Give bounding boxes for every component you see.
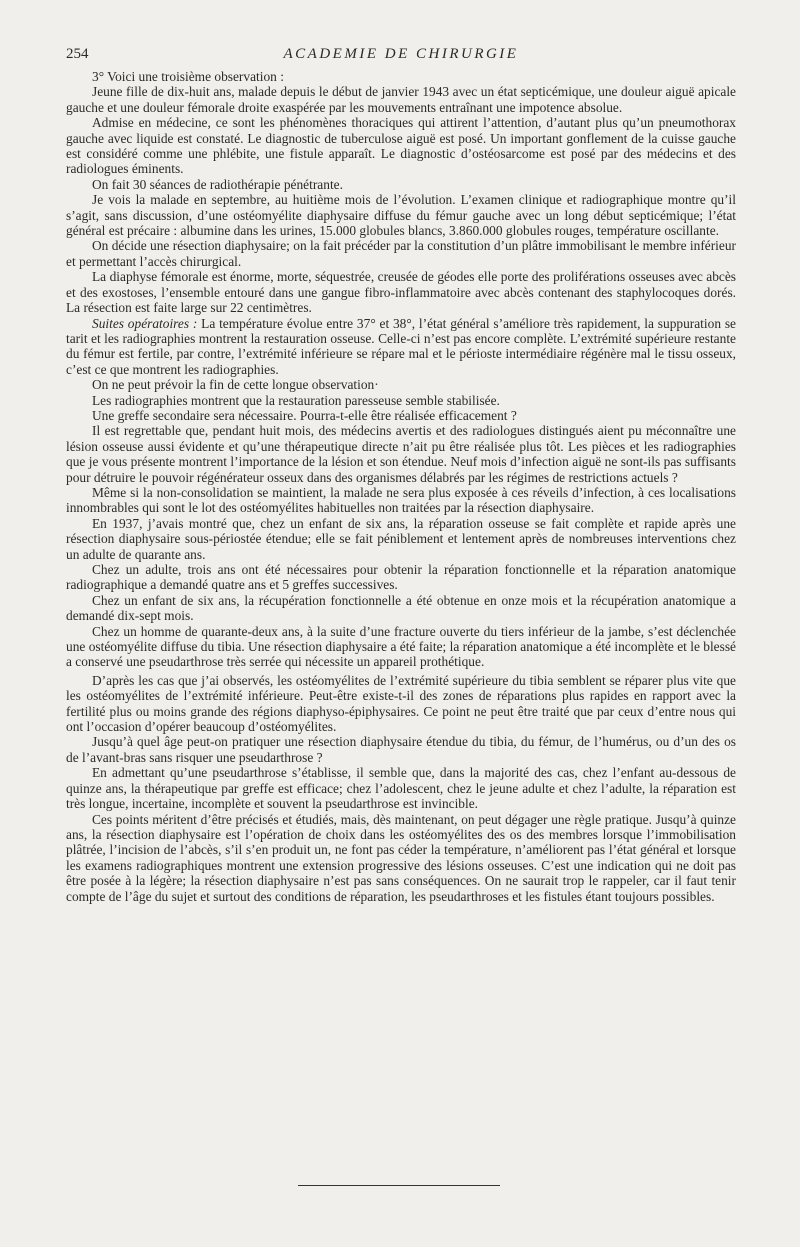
paragraph: 3° Voici une troisième observation : <box>92 69 284 84</box>
suites-text: La température évolue entre 37° et 38°, l’état général s’améliore très rapidement, la suppuration se tarit et les radiographies montrent la restauration osseuse. Celle-ci n’est pas encore complète. L’extrémité supérieure restante du fémur est fertile, par contre, l’extrémité inférieure se répare mal et le périoste intermédiaire régénère mal le tissu osseux, c’est ce que montrent les radiographies. <box>66 315 736 377</box>
paragraph: Il est regrettable que, pendant huit mois, des médecins avertis et des radiologues distingués aient pu méconnaître une lésion osseuse aussi évidente et qu’une thérapeutique directe n’ait pu être réalisée plus tôt. Les pièces et les radiographies que je vous présente montrent l’importance de la lésion et son étendue. Neuf mois d’infection aiguë ne sont-ils pas suffisants pour détruire le pouvoir régénérateur osseux dans des organismes délabrés par les régimes de restrictions actuels ? <box>66 423 736 485</box>
paragraph: Admise en médecine, ce sont les phénomènes thoraciques qui attirent l’attention, d’autant plus qu’un pneumothorax gauche avec liquide est constaté. Le diagnostic de tuberculose aiguë est posé. Un important gonflement de la cuisse gauche est considéré comme une phlébite, une fistule apparaît. Le diagnostic d’ostéosarcome est posé par des médecins et des radiologues éminents. <box>66 115 736 177</box>
paragraph: Même si la non-consolidation se maintient, la malade ne sera plus exposée à ces réveils d’infection, à ces localisations innombrables qui sont le lot des ostéomyélites habituelles non traitées par la résection diaphysaire. <box>66 484 736 516</box>
page-header <box>66 46 736 66</box>
paragraph: Chez un enfant de six ans, la récupération fonctionnelle a été obtenue en onze mois et la récupération anatomique a demandé dix-sept mois. <box>66 592 736 624</box>
end-rule <box>298 1185 500 1186</box>
paragraph: D’après les cas que j’ai observés, les ostéomyélites de l’extrémité supérieure du tibia semblent se réparer plus vite que les ostéomyélites de l’extrémité inférieure. Peut-être existe-t-il des zones de réparations plus rapides en rapport avec la fertilité plus ou moins grande des régions diaphyso-épiphysaires. Ce point ne peut être traité que par ceux d’entre nous qui ont l’occasion d’opérer beaucoup d’ostéomyélites. <box>66 672 736 735</box>
paragraph: Les radiographies montrent que la restauration paresseuse semble stabilisée. <box>92 392 500 408</box>
paragraph: En 1937, j’avais montré que, chez un enfant de six ans, la réparation osseuse se fait complète et rapide après une résection diaphysaire sous-périostée étendue; elle se fait péniblement et lentement après de nombreuses interventions chez un adulte de quarante ans. <box>66 515 736 562</box>
paragraph: Jeune fille de dix-huit ans, malade depuis le début de janvier 1943 avec un état septicémique, une douleur aiguë apicale gauche et une douleur fémorale droite exaspérée par les mouvements entraînant une impotence absolue. <box>66 84 736 115</box>
paragraph: On ne peut prévoir la fin de cette longue observation· <box>92 377 379 393</box>
paragraph: En admettant qu’une pseudarthrose s’établisse, il semble que, dans la majorité des cas, chez l’enfant au-dessous de quinze ans, la thérapeutique par greffe est efficace; chez l’adolescent, chez le jeune adulte et chez l’adulte, la réparation est très longue, incertaine, incomplète et souvent la pseudarthrose est invincible. <box>66 765 736 812</box>
paragraph: On fait 30 séances de radiothérapie pénétrante. <box>92 176 343 192</box>
paragraph: Ces points méritent d’être précisés et étudiés, mais, dès maintenant, on peut dégager une règle pratique. Jusqu’à quinze ans, la résection diaphysaire est l’opération de choix dans les ostéomyélites des os des membres lorsque l’immobilisation plâtrée, l’incision de l’abcès, s’il s’en produit un, ne font pas céder la température, n’améliorent pas l’état général et lorsque les examens radiographiques montrent une extension progressive des lésions osseuses. C’est une indication qui ne doit pas être posée à la légère; la résection diaphysaire n’est pas sans conséquences. On ne saurait trop le rappeler, car il faut tenir compte de l’âge du sujet et surtout des conditions de réparation, les pseudarthroses et les fistules étant toujours possibles. <box>66 811 736 904</box>
suites-label: Suites opératoires : <box>92 315 198 331</box>
page-number: 254 <box>66 46 89 62</box>
body-text <box>66 69 736 904</box>
paragraph-suites-operatoires <box>66 316 736 378</box>
paragraph: La diaphyse fémorale est énorme, morte, séquestrée, creusée de géodes elle porte des proliférations osseuses avec abcès et des exostoses, l’ensemble entouré dans une gangue fibro-inflammatoire avec abcès contenant des staphylocoques dorés. La résection est faite large sur 22 centimètres. <box>66 269 736 316</box>
paragraph: Jusqu’à quel âge peut-on pratiquer une résection diaphysaire étendue du tibia, du fémur, de l’humérus, ou d’un des os de l’avant-bras sans risquer une pseudarthrose ? <box>66 734 736 765</box>
paragraph: On décide une résection diaphysaire; on la fait précéder par la constitution d’un plâtre immobilisant le membre inférieur et permettant l’accès chirurgical. <box>66 238 736 269</box>
paragraph: Chez un homme de quarante-deux ans, à la suite d’une fracture ouverte du tiers inférieur de la jambe, s’est déclenchée une ostéomyélite diffuse du tibia. Une résection diaphysaire a été faite; la réparation anatomique a été incomplète et le blessé a conservé une pseudarthrose très serrée qui nécessite un appareil prothétique. <box>66 623 736 670</box>
paragraph: Je vois la malade en septembre, au huitième mois de l’évolution. L’examen clinique et radiographique montre qu’il s’agit, sans discussion, d’une ostéomyélite diaphysaire diffuse du fémur gauche avec un long début septicémique; l’état général est précaire : albumine dans les urines, 15.000 globules blancs, 3.860.000 globules rouges, température oscillante. <box>66 192 736 239</box>
paragraph: Chez un adulte, trois ans ont été nécessaires pour obtenir la réparation fonctionnelle et la réparation anatomique radiographique a demandé quatre ans et 5 greffes successives. <box>66 562 736 593</box>
running-title: ACADEMIE DE CHIRURGIE <box>283 46 519 62</box>
paragraph: Une greffe secondaire sera nécessaire. Pourra-t-elle être réalisée efficacement ? <box>92 407 517 423</box>
